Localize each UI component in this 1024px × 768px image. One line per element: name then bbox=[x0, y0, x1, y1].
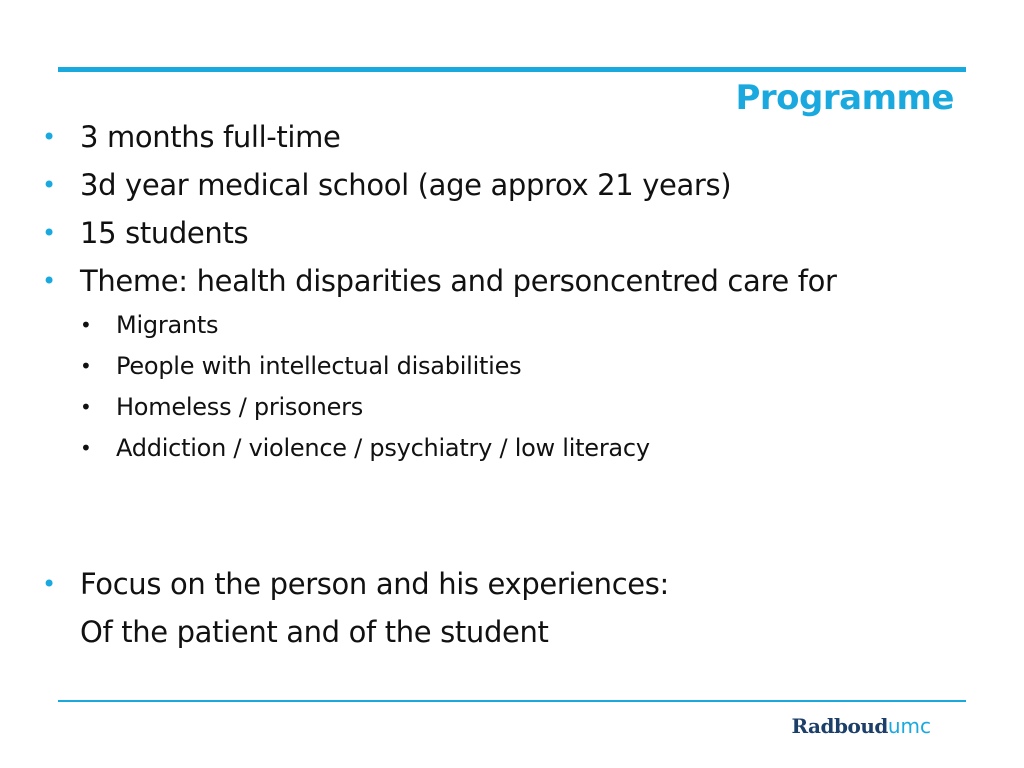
bullet-dot-icon: • bbox=[42, 123, 56, 151]
sub-bullet-item bbox=[42, 305, 972, 346]
bullet-dot-icon: • bbox=[80, 354, 92, 378]
slide-title: Programme bbox=[735, 78, 954, 118]
bullet-text: Theme: health disparities and personcentred care for bbox=[80, 264, 837, 298]
logo-main-text: Radboud bbox=[791, 714, 888, 738]
bullet-text: 3d year medical school (age approx 21 years) bbox=[80, 168, 732, 202]
sub-bullet-text: Addiction / violence / psychiatry / low literacy bbox=[116, 434, 650, 462]
slide-content bbox=[42, 113, 972, 656]
bullet-dot-icon: • bbox=[80, 395, 92, 419]
bullet-text: 15 students bbox=[80, 216, 249, 250]
radboudumc-logo bbox=[791, 713, 931, 739]
bullet-item bbox=[42, 113, 972, 161]
bullet-dot-icon: • bbox=[80, 313, 92, 337]
bullet-dot-icon: • bbox=[42, 219, 56, 247]
bullet-dot-icon: • bbox=[42, 267, 56, 295]
bullet-text: 3 months full-time bbox=[80, 120, 341, 154]
focus-line-2: Of the patient and of the student bbox=[80, 615, 549, 649]
focus-line-1: Focus on the person and his experiences: bbox=[80, 567, 669, 601]
sub-bullet-text: People with intellectual disabilities bbox=[116, 352, 522, 380]
sub-bullet-text: Migrants bbox=[116, 311, 219, 339]
sub-bullet-item bbox=[42, 346, 972, 387]
sub-bullet-item bbox=[42, 387, 972, 428]
sub-bullet-text: Homeless / prisoners bbox=[116, 393, 363, 421]
spacer bbox=[42, 469, 972, 560]
top-divider bbox=[58, 67, 966, 72]
bullet-item bbox=[42, 161, 972, 209]
bullet-item bbox=[42, 257, 972, 305]
bullet-dot-icon: • bbox=[80, 436, 92, 460]
bullet-item bbox=[42, 209, 972, 257]
bottom-divider bbox=[58, 700, 966, 702]
bullet-dot-icon: • bbox=[42, 570, 56, 598]
logo-umc-text: umc bbox=[887, 714, 931, 738]
sub-bullet-item bbox=[42, 428, 972, 469]
bullet-item bbox=[42, 560, 972, 608]
bullet-dot-icon: • bbox=[42, 171, 56, 199]
